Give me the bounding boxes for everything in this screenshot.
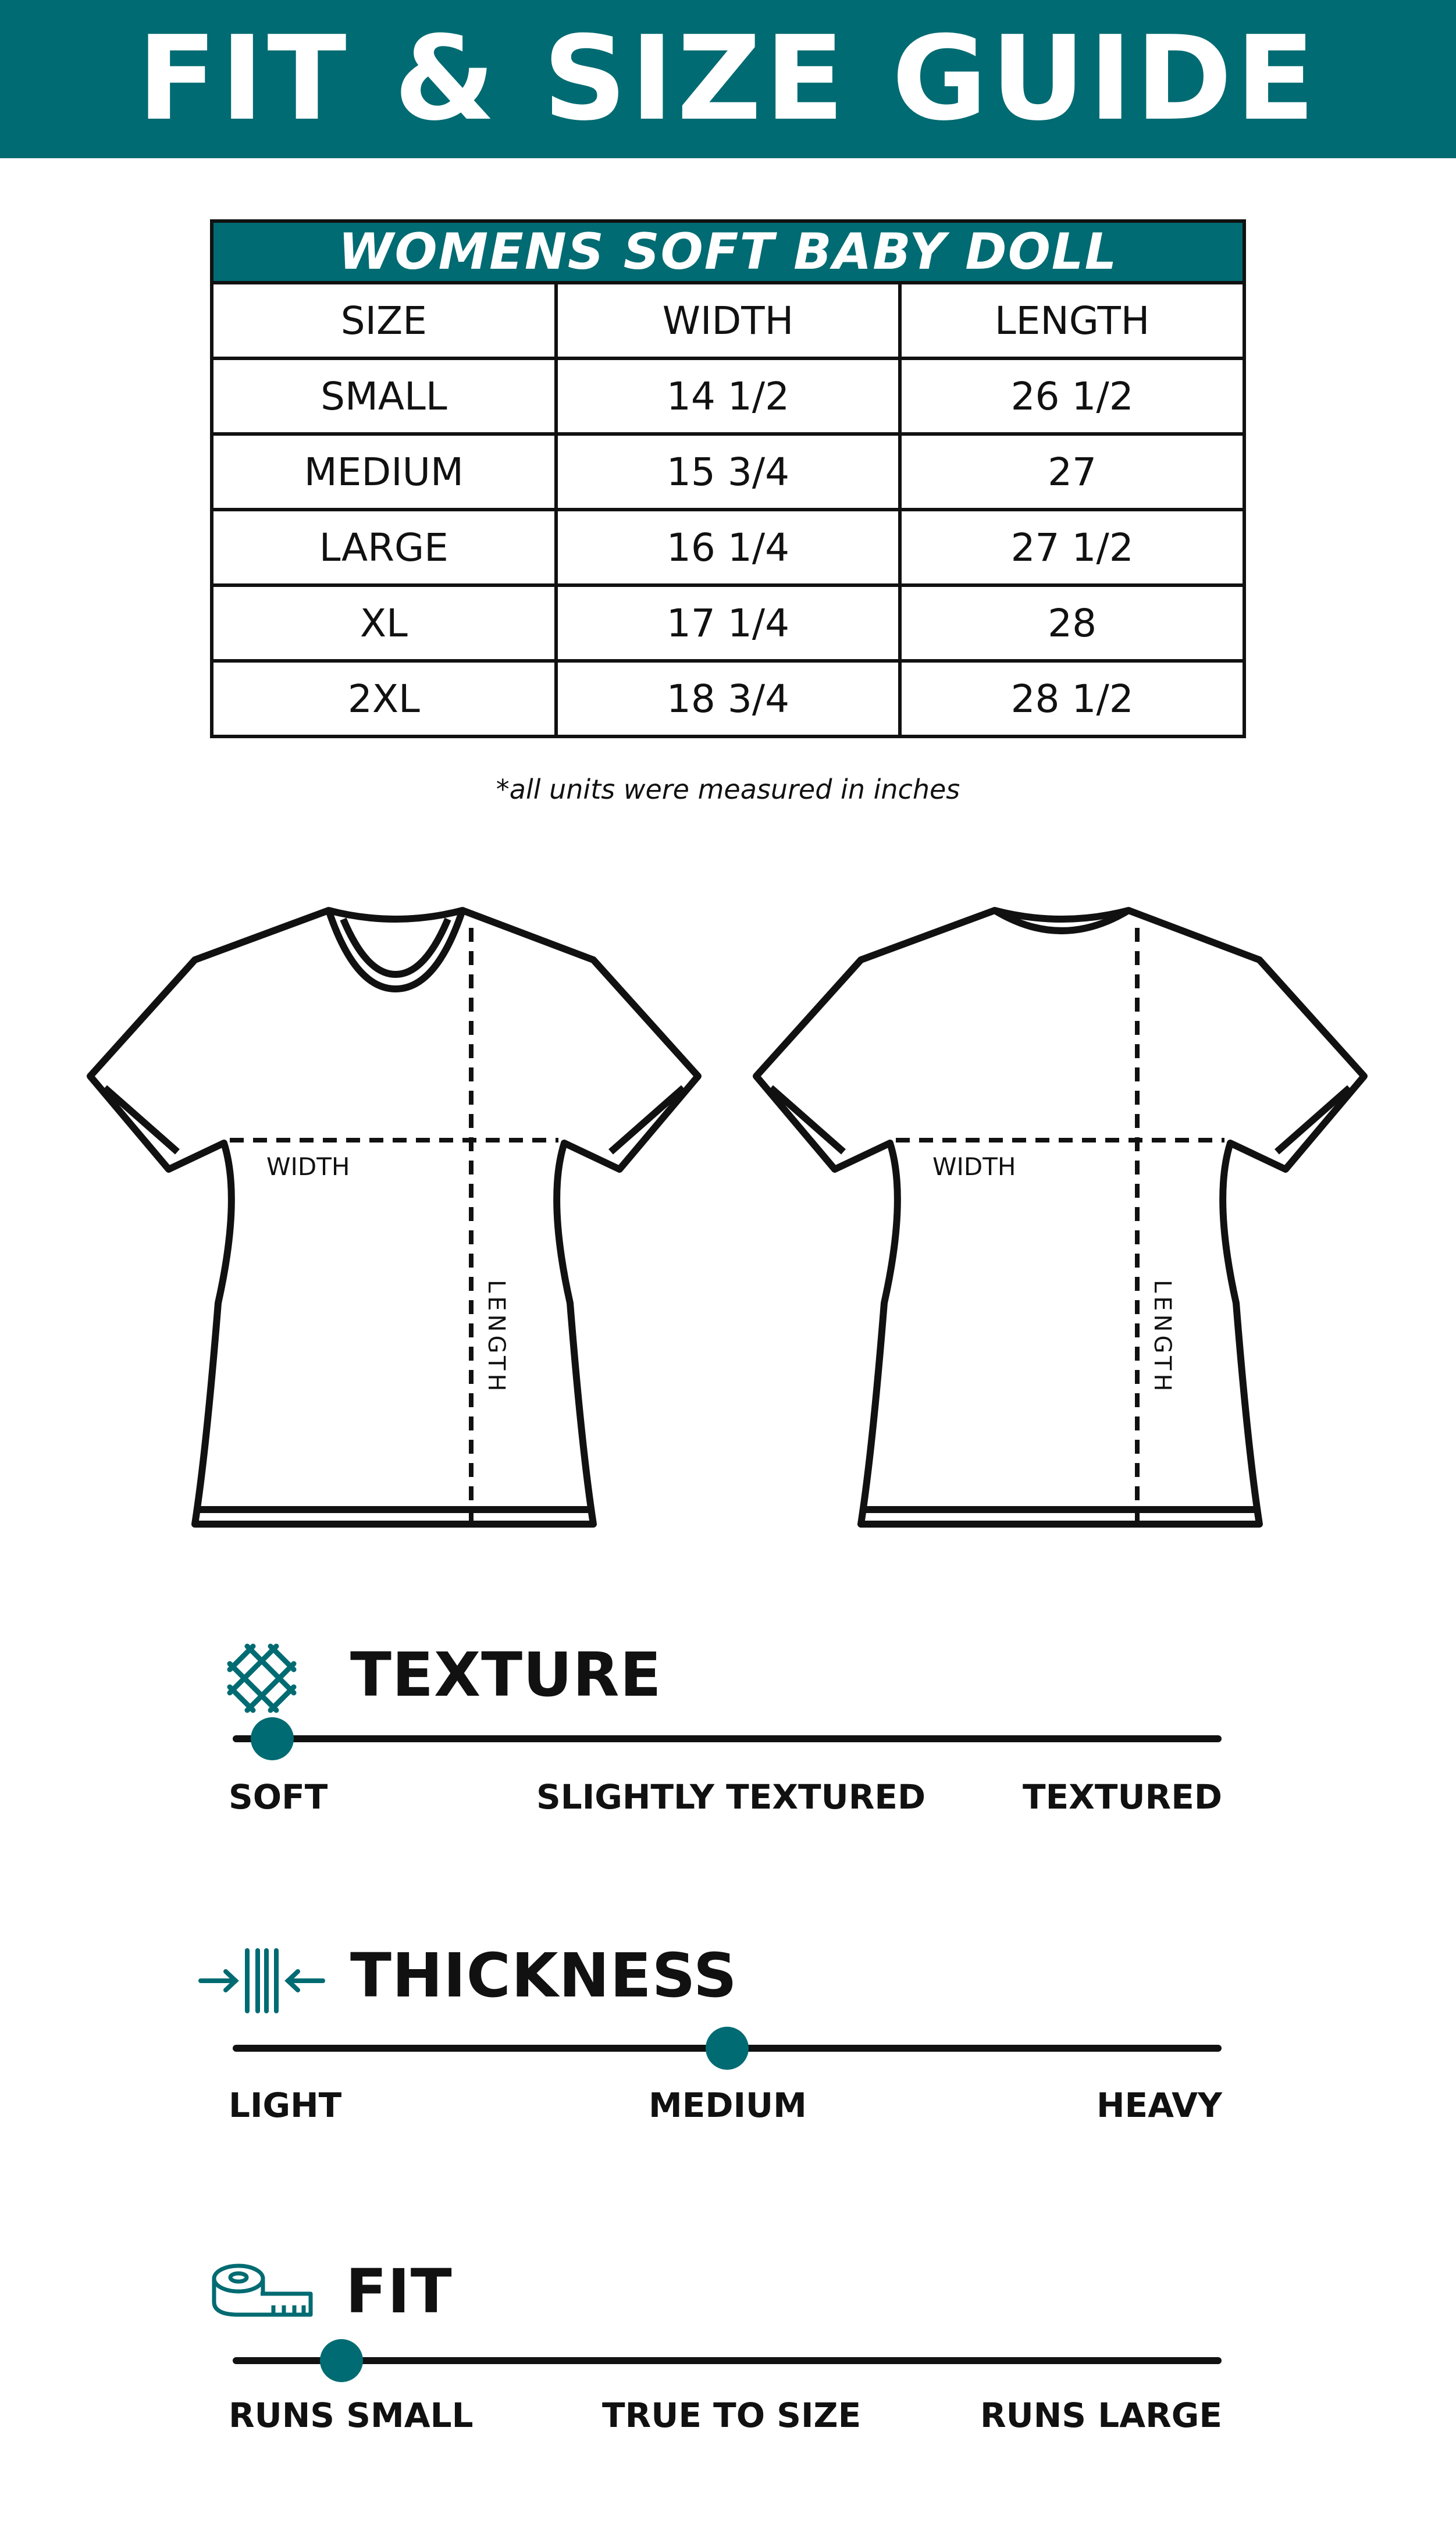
- shirt-front-diagram: [81, 896, 710, 1559]
- thickness-label-light: LIGHT: [229, 2085, 342, 2125]
- size-cell: XL: [212, 585, 556, 661]
- thickness-title: THICKNESS: [350, 1940, 738, 2011]
- table-row: [212, 434, 1244, 510]
- fit-track: [233, 2357, 1222, 2364]
- column-header: WIDTH: [556, 283, 900, 358]
- thickness-label-heavy: HEAVY: [1097, 2085, 1222, 2125]
- width-label: WIDTH: [932, 1152, 1016, 1181]
- shirt-front-icon: [81, 896, 710, 1559]
- length-cell: 26 1/2: [900, 358, 1244, 434]
- texture-title: TEXTURE: [350, 1639, 662, 1710]
- size-table: [210, 219, 1246, 738]
- texture-label-textured: TEXTURED: [1023, 1777, 1222, 1817]
- thickness-label-medium: MEDIUM: [649, 2085, 807, 2125]
- width-label: WIDTH: [266, 1152, 350, 1181]
- texture-label-slightly-textured: SLIGHTLY TEXTURED: [536, 1777, 926, 1817]
- width-cell: 16 1/4: [556, 510, 900, 585]
- length-cell: 27 1/2: [900, 510, 1244, 585]
- table-row: [212, 661, 1244, 736]
- table-row: [212, 585, 1244, 661]
- thickness-indicator: [706, 2027, 749, 2070]
- tape-measure-icon: [211, 2260, 315, 2326]
- weave-icon: [221, 1638, 302, 1721]
- length-label: LENGTH: [1149, 1280, 1176, 1395]
- length-label: LENGTH: [483, 1280, 510, 1395]
- units-note: *all units were measured in inches: [496, 774, 960, 805]
- column-header: SIZE: [212, 283, 556, 358]
- table-title: WOMENS SOFT BABY DOLL: [212, 221, 1244, 283]
- shirt-back-icon: [747, 896, 1376, 1559]
- compress-icon: [198, 1946, 326, 2018]
- length-cell: 28: [900, 585, 1244, 661]
- table-row: [212, 358, 1244, 434]
- texture-indicator: [251, 1717, 294, 1760]
- length-cell: 27: [900, 434, 1244, 510]
- column-header: LENGTH: [900, 283, 1244, 358]
- fit-label-runs-small: RUNS SMALL: [229, 2396, 474, 2435]
- size-cell: 2XL: [212, 661, 556, 736]
- fit-indicator: [320, 2339, 363, 2382]
- fit-title: FIT: [346, 2256, 453, 2327]
- size-cell: MEDIUM: [212, 434, 556, 510]
- table-header-row: [212, 283, 1244, 358]
- fit-label-true-to-size: TRUE TO SIZE: [602, 2396, 862, 2435]
- texture-label-soft: SOFT: [229, 1777, 328, 1817]
- length-cell: 28 1/2: [900, 661, 1244, 736]
- size-cell: SMALL: [212, 358, 556, 434]
- table-row: [212, 510, 1244, 585]
- page-title: FIT & SIZE GUIDE: [137, 11, 1319, 147]
- width-cell: 17 1/4: [556, 585, 900, 661]
- header-banner: [0, 0, 1456, 158]
- width-cell: 14 1/2: [556, 358, 900, 434]
- texture-track: [233, 1735, 1222, 1742]
- shirt-back-diagram: [747, 896, 1376, 1559]
- size-cell: LARGE: [212, 510, 556, 585]
- width-cell: 18 3/4: [556, 661, 900, 736]
- fit-label-runs-large: RUNS LARGE: [980, 2396, 1222, 2435]
- width-cell: 15 3/4: [556, 434, 900, 510]
